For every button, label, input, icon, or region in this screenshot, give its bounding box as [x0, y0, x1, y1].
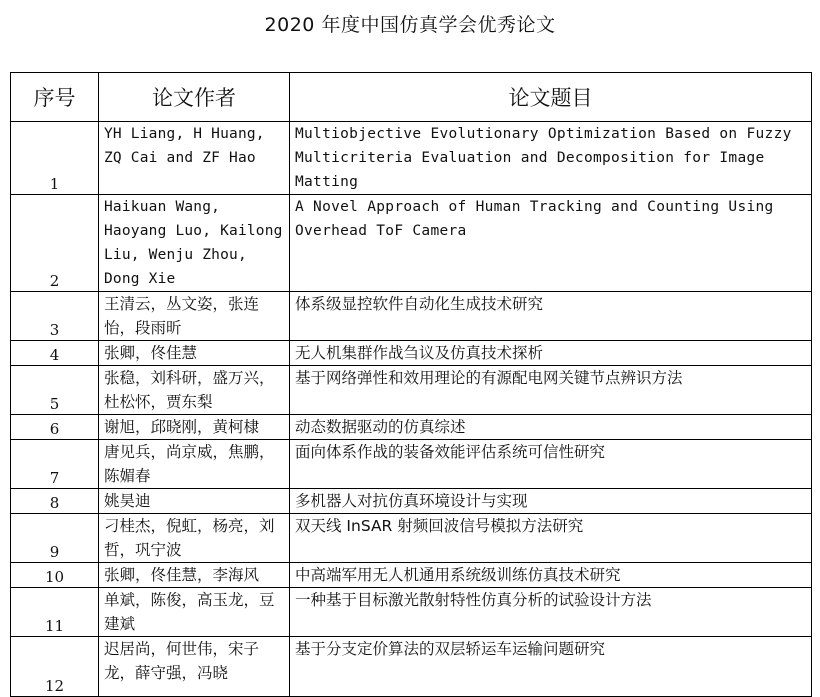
- table-row: [11, 122, 812, 195]
- page-title: 2020 年度中国仿真学会优秀论文: [264, 14, 556, 36]
- row-authors: 迟居尚，何世伟，宋子龙，薛守强，冯晓: [99, 637, 290, 697]
- table-header-row: [11, 73, 812, 122]
- row-title: 体系级显控软件自动化生成技术研究: [290, 292, 812, 341]
- row-num: 7: [11, 440, 99, 489]
- row-title: 双天线 InSAR 射频回波信号模拟方法研究: [290, 514, 812, 563]
- row-title: A Novel Approach of Human Tracking and Counting Using Overhead ToF Camera: [290, 195, 812, 292]
- row-title: 基于分支定价算法的双层轿运车运输问题研究: [290, 637, 812, 697]
- header-authors: 论文作者: [99, 73, 290, 122]
- row-title: 无人机集群作战刍议及仿真技术探析: [290, 341, 812, 366]
- row-num: 3: [11, 292, 99, 341]
- row-num: 10: [11, 563, 99, 588]
- table-row: [11, 588, 812, 637]
- row-title: 多机器人对抗仿真环境设计与实现: [290, 489, 812, 514]
- row-authors: YH Liang, H Huang, ZQ Cai and ZF Hao: [99, 122, 290, 195]
- row-num: 12: [11, 637, 99, 697]
- row-authors: 张稳，刘科研，盛万兴，杜松怀，贾东梨: [99, 366, 290, 415]
- table-row: [11, 563, 812, 588]
- row-title: 中高端军用无人机通用系统级训练仿真技术研究: [290, 563, 812, 588]
- row-authors: Haikuan Wang, Haoyang Luo, Kailong Liu, Wenju Zhou, Dong Xie: [99, 195, 290, 292]
- row-title: 一种基于目标激光散射特性仿真分析的试验设计方法: [290, 588, 812, 637]
- row-num: 11: [11, 588, 99, 637]
- row-num: 5: [11, 366, 99, 415]
- table-row: [11, 637, 812, 697]
- row-authors: 唐见兵，尚京威，焦鹏，陈媚春: [99, 440, 290, 489]
- table-row: [11, 195, 812, 292]
- table-row: [11, 415, 812, 440]
- header-num: 序号: [11, 73, 99, 122]
- row-authors: 张卿，佟佳慧: [99, 341, 290, 366]
- row-title: Multiobjective Evolutionary Optimization Based on Fuzzy Multicriteria Evaluation and Decomposition for Image Matting: [290, 122, 812, 195]
- table-row: [11, 292, 812, 341]
- table-row: [11, 366, 812, 415]
- table-row: [11, 341, 812, 366]
- row-authors: 王清云，丛文姿，张连怡，段雨昕: [99, 292, 290, 341]
- row-authors: 谢旭，邱晓刚，黄柯棣: [99, 415, 290, 440]
- row-authors: 姚昊迪: [99, 489, 290, 514]
- row-title: 基于网络弹性和效用理论的有源配电网关键节点辨识方法: [290, 366, 812, 415]
- row-num: 8: [11, 489, 99, 514]
- row-title: 面向体系作战的装备效能评估系统可信性研究: [290, 440, 812, 489]
- row-num: 1: [11, 122, 99, 195]
- row-title: 动态数据驱动的仿真综述: [290, 415, 812, 440]
- row-authors: 刁桂杰，倪虹，杨亮，刘哲，巩宁波: [99, 514, 290, 563]
- row-authors: 单斌，陈俊，高玉龙，豆建斌: [99, 588, 290, 637]
- row-num: 6: [11, 415, 99, 440]
- row-num: 9: [11, 514, 99, 563]
- table-row: [11, 489, 812, 514]
- row-authors: 张卿，佟佳慧，李海风: [99, 563, 290, 588]
- table-row: [11, 440, 812, 489]
- row-num: 2: [11, 195, 99, 292]
- header-title: 论文题目: [290, 73, 812, 122]
- papers-table: [10, 72, 812, 697]
- table-row: [11, 514, 812, 563]
- row-num: 4: [11, 341, 99, 366]
